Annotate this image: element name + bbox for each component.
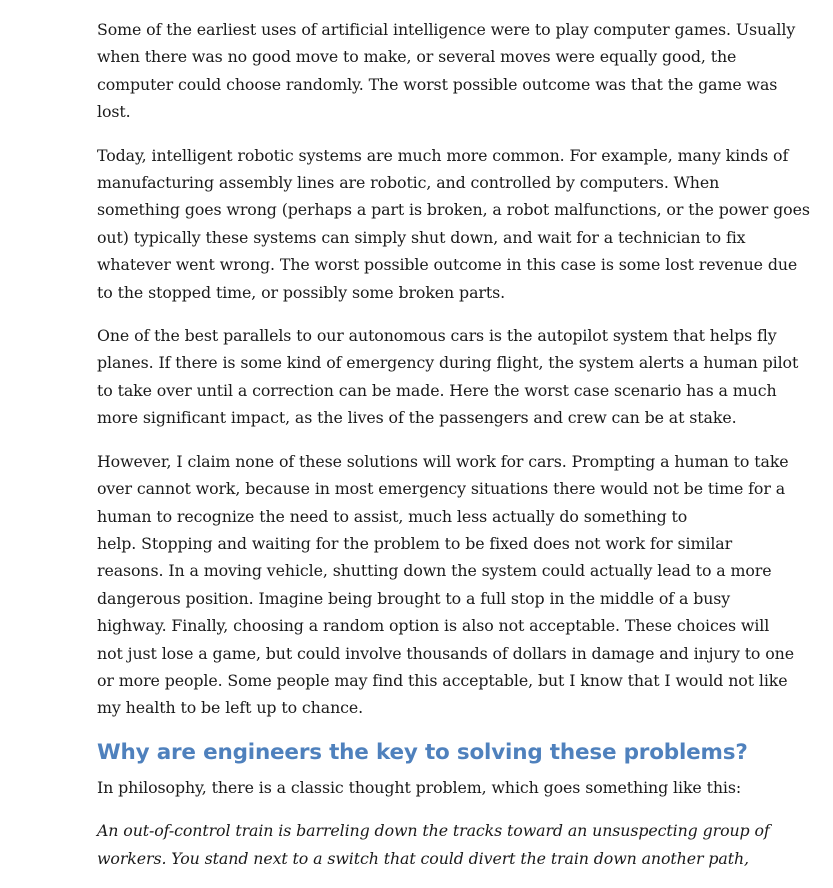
text-line: reasons. In a moving vehicle, shutting down the system could actually lead to a more <box>97 561 772 581</box>
text-line: when there was no good move to make, or several moves were equally good, the <box>97 47 737 67</box>
document-page <box>97 16 810 888</box>
text-line: highway. Finally, choosing a random option is also not acceptable. These choices will <box>97 616 770 636</box>
text-line: over cannot work, because in most emergency situations there would not be time for a <box>97 479 786 499</box>
text-line: dangerous position. Imagine being brought to a full stop in the middle of a busy <box>97 588 731 608</box>
text-line: However, I claim none of these solutions will work for cars. Prompting a human to take <box>97 451 789 471</box>
text-line: or more people. Some people may find this acceptable, but I know that I would not like <box>97 670 788 690</box>
text-line: human to recognize the need to assist, much less actually do something to <box>97 506 688 526</box>
text-line: my health to be left up to chance. <box>97 698 364 718</box>
paragraph-autopilot <box>97 322 799 432</box>
text-line: help. Stopping and waiting for the problem to be fixed does not work for similar <box>97 533 733 553</box>
text-line: workers. You stand next to a switch that could divert the train down another path, <box>97 848 749 868</box>
text-line: out) typically these systems can simply shut down, and wait for a technician to fix <box>97 227 746 247</box>
quote-trolley-problem <box>97 817 770 872</box>
text-line: manufacturing assembly lines are robotic, and controlled by computers. When <box>97 173 720 193</box>
text-line: Today, intelligent robotic systems are much more common. For example, many kinds of <box>97 145 789 165</box>
paragraph-claim-for-cars <box>97 448 795 722</box>
paragraph-earliest-ai-uses <box>97 16 796 126</box>
text-line: something goes wrong (perhaps a part is broken, a robot malfunctions, or the power goes <box>97 200 810 220</box>
paragraph-philosophy-intro <box>97 774 747 801</box>
paragraph-robotic-systems <box>97 142 810 306</box>
text-line: Some of the earliest uses of artificial intelligence were to play computer games. Usually <box>97 20 796 39</box>
text-line: One of the best parallels to our autonomous cars is the autopilot system that helps fly <box>97 326 777 346</box>
section-heading: Why are engineers the key to solving these problems? <box>97 739 748 765</box>
text-line: not just lose a game, but could involve thousands of dollars in damage and injury to one <box>97 643 795 663</box>
text-line: planes. If there is some kind of emergency during flight, the system alerts a human pilot <box>97 353 799 373</box>
text-line: whatever went wrong. The worst possible outcome in this case is some lost revenue due <box>97 255 798 275</box>
text-line: to take over until a correction can be made. Here the worst case scenario has a much <box>97 380 777 400</box>
text-line: computer could choose randomly. The worst possible outcome was that the game was <box>97 74 778 94</box>
text-line: more significant impact, as the lives of the passengers and crew can be at stake. <box>97 408 737 428</box>
text-line: lost. <box>97 102 131 122</box>
text-line: In philosophy, there is a classic thought problem, which goes something like this: <box>97 777 742 797</box>
text-line: to the stopped time, or possibly some broken parts. <box>97 282 506 302</box>
text-line: An out-of-control train is barreling down the tracks toward an unsuspecting group of <box>97 821 770 841</box>
